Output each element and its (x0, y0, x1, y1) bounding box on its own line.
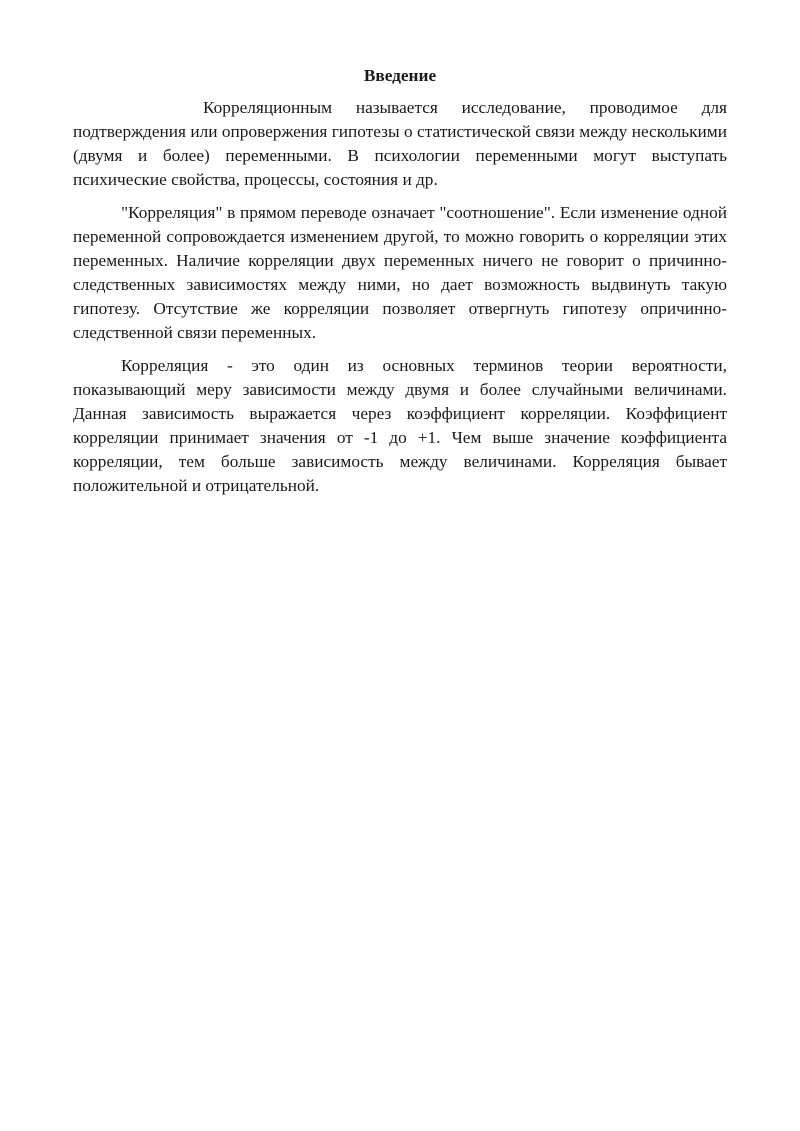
paragraph-2: "Корреляция" в прямом переводе означает "соотношение". Если изменение одной переменной сопровождается изменением другой, то можно говорить о корреляции этих переменных. Наличие корреляции двух переменных ничего не говорит о причинно-следственных зависимостях между ними, но дает возможность выдвинуть такую гипотезу. Отсутствие же корреляции позволяет отвергнуть гипотезу опричинно-следственной связи переменных. (73, 203, 727, 342)
paragraph-3: Корреляция - это один из основных терминов теории вероятности, показывающий меру зависимости между двумя и более случайными величинами. Данная зависимость выражается через коэффициент корреляции. Коэффициент корреляции принимает значения от -1 до +1. Чем выше значение коэффициента корреляции, тем больше зависимость между величинами. Корреляция бывает положительной и отрицательной. (73, 356, 727, 495)
document-body (73, 64, 727, 507)
paragraph-1: Корреляционным называется исследование, проводимое для подтверждения или опровержения гипотезы о статистической связи между несколькими (двумя и более) переменными. В психологии переменными могут выступать психические свойства, процессы, состояния и др. (73, 98, 727, 189)
document-title: Введение (363, 66, 437, 85)
